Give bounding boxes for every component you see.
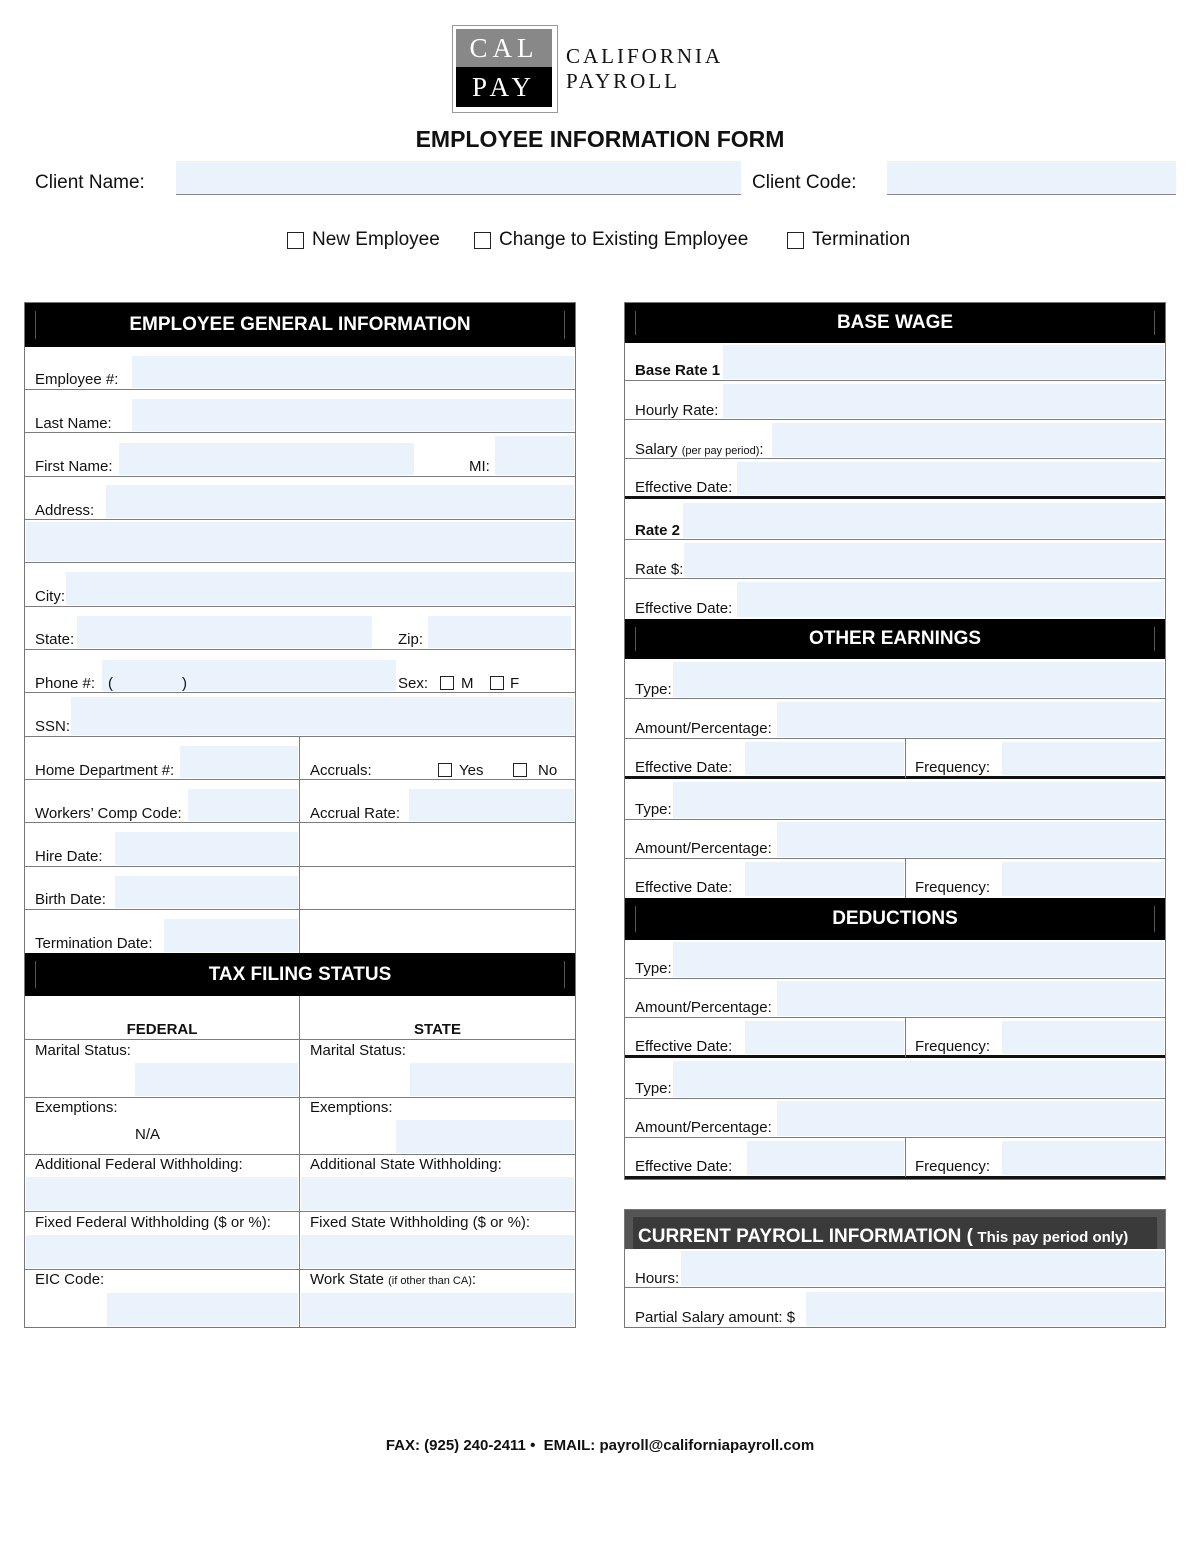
logo-bottom-text: PAY (456, 67, 552, 107)
federal-exemptions-label: Exemptions: (35, 1099, 118, 1116)
deduction-1-type-input[interactable] (673, 942, 1164, 977)
federal-exemptions-value: N/A (135, 1126, 161, 1143)
zip-label: Zip: (398, 631, 424, 648)
hours-input[interactable] (681, 1251, 1164, 1286)
deduction-2-effective-date-input[interactable] (747, 1141, 904, 1175)
state-input[interactable] (77, 616, 372, 648)
birth-date-input[interactable] (115, 876, 298, 908)
earning-2-type-label: Type: (635, 801, 672, 818)
client-name-input[interactable] (176, 161, 741, 195)
deduction-2-amount-input[interactable] (777, 1101, 1164, 1136)
sex-f-checkbox[interactable] (490, 676, 504, 690)
hire-date-label: Hire Date: (35, 848, 103, 865)
current-payroll-header: CURRENT PAYROLL INFORMATION ( This pay period only) (625, 1210, 1165, 1249)
client-name-label: Client Name: (35, 172, 145, 193)
base-rate-1-label: Base Rate 1 (635, 362, 721, 379)
deduction-1-frequency-input[interactable] (1002, 1021, 1164, 1054)
deduction-2-effective-date-label: Effective Date: (635, 1158, 733, 1175)
partial-salary-label: Partial Salary amount: $ (635, 1309, 796, 1326)
accruals-label: Accruals: (310, 762, 372, 779)
sex-m-label: M (461, 675, 474, 692)
earning-2-frequency-input[interactable] (1002, 862, 1164, 896)
termination-label: Termination (812, 229, 911, 250)
state-exemptions-input[interactable] (396, 1120, 574, 1153)
deduction-2-type-label: Type: (635, 1080, 672, 1097)
footer-contact: FAX: (925) 240-2411 • EMAIL: payroll@californiapayroll.com (385, 1437, 815, 1454)
state-heading: STATE (414, 1021, 461, 1038)
first-name-label: First Name: (35, 458, 113, 475)
deduction-1-effective-date-label: Effective Date: (635, 1038, 733, 1055)
employee-number-label: Employee #: (35, 371, 119, 388)
accruals-no-label: No (538, 762, 558, 779)
federal-marital-input[interactable] (135, 1063, 298, 1096)
last-name-input[interactable] (132, 399, 574, 431)
sex-m-checkbox[interactable] (440, 676, 454, 690)
hours-label: Hours: (635, 1270, 680, 1287)
logo-top-text: CAL (456, 29, 552, 67)
tax-filing-header: TAX FILING STATUS (25, 953, 575, 996)
workers-comp-input[interactable] (188, 789, 298, 821)
deduction-1-amount-label: Amount/Percentage: (635, 999, 772, 1016)
earning-1-frequency-label: Frequency: (915, 759, 991, 776)
employee-number-input[interactable] (132, 356, 574, 388)
deduction-1-frequency-label: Frequency: (915, 1038, 991, 1055)
salary-input[interactable] (772, 423, 1164, 457)
additional-state-input[interactable] (301, 1177, 574, 1210)
deduction-1-type-label: Type: (635, 960, 672, 977)
base-wage-header: BASE WAGE (625, 303, 1165, 343)
new-employee-label: New Employee (312, 229, 440, 250)
earning-2-effective-date-label: Effective Date: (635, 879, 733, 896)
accruals-yes-checkbox[interactable] (438, 763, 452, 777)
rate-2-effective-date-label: Effective Date: (635, 600, 733, 617)
additional-federal-label: Additional Federal Withholding: (35, 1156, 243, 1173)
additional-federal-input[interactable] (26, 1177, 298, 1210)
rate-2-input[interactable] (683, 503, 1164, 538)
earning-1-frequency-input[interactable] (1002, 742, 1164, 775)
federal-marital-label: Marital Status: (35, 1042, 131, 1059)
address-label: Address: (35, 502, 95, 519)
deduction-2-type-input[interactable] (673, 1061, 1164, 1097)
base-effective-date-input[interactable] (737, 462, 1164, 495)
rate-dollar-label: Rate $: (635, 561, 684, 578)
termination-date-input[interactable] (164, 919, 298, 952)
last-name-label: Last Name: (35, 415, 112, 432)
work-state-input[interactable] (301, 1293, 574, 1326)
earning-1-type-input[interactable] (673, 662, 1164, 697)
state-marital-label: Marital Status: (310, 1042, 406, 1059)
ssn-input[interactable] (71, 697, 574, 735)
logo-company-line1: CALIFORNIA (566, 44, 724, 68)
state-marital-input[interactable] (410, 1063, 574, 1096)
phone-input[interactable] (102, 660, 396, 691)
phone-close-paren: ) (182, 675, 187, 692)
earning-1-amount-label: Amount/Percentage: (635, 720, 772, 737)
city-label: City: (35, 588, 65, 605)
accrual-rate-label: Accrual Rate: (310, 805, 401, 822)
accruals-no-checkbox[interactable] (513, 763, 527, 777)
rate-dollar-input[interactable] (684, 543, 1164, 577)
address-line2-input[interactable] (26, 522, 574, 561)
partial-salary-input[interactable] (806, 1292, 1164, 1326)
additional-state-label: Additional State Withholding: (310, 1156, 502, 1173)
fixed-federal-label: Fixed Federal Withholding ($ or %): (35, 1214, 271, 1231)
deduction-2-frequency-input[interactable] (1002, 1141, 1164, 1175)
accrual-rate-input[interactable] (409, 789, 574, 821)
zip-input[interactable] (428, 616, 571, 648)
phone-open-paren: ( (108, 675, 113, 692)
hourly-rate-input[interactable] (723, 384, 1164, 418)
state-label: State: (35, 631, 75, 648)
mi-label: MI: (469, 458, 490, 475)
first-name-input[interactable] (119, 443, 414, 475)
client-code-label: Client Code: (752, 172, 857, 193)
fixed-state-input[interactable] (301, 1235, 574, 1268)
other-earnings-header: OTHER EARNINGS (625, 619, 1165, 659)
earning-2-amount-input[interactable] (777, 822, 1164, 857)
rate-2-effective-date-input[interactable] (737, 582, 1164, 617)
work-state-label: Work State (if other than CA): (310, 1271, 477, 1288)
deductions-header: DEDUCTIONS (625, 898, 1165, 940)
general-info-header: EMPLOYEE GENERAL INFORMATION (25, 303, 575, 347)
sex-label: Sex: (398, 675, 429, 692)
earning-2-amount-label: Amount/Percentage: (635, 840, 772, 857)
fixed-state-label: Fixed State Withholding ($ or %): (310, 1214, 531, 1231)
logo-company-line2: PAYROLL (566, 69, 680, 93)
hourly-rate-label: Hourly Rate: (635, 402, 719, 419)
state-exemptions-label: Exemptions: (310, 1099, 393, 1116)
termination-checkbox[interactable] (787, 232, 804, 249)
rate-2-label: Rate 2 (635, 522, 681, 539)
workers-comp-label: Workers’ Comp Code: (35, 805, 182, 822)
company-logo (452, 25, 558, 113)
city-input[interactable] (66, 572, 574, 605)
earning-1-type-label: Type: (635, 681, 672, 698)
new-employee-checkbox[interactable] (287, 232, 304, 249)
deduction-2-amount-label: Amount/Percentage: (635, 1119, 772, 1136)
birth-date-label: Birth Date: (35, 891, 106, 908)
fixed-federal-input[interactable] (26, 1235, 298, 1268)
phone-label: Phone #: (35, 675, 96, 692)
deduction-2-frequency-label: Frequency: (915, 1158, 991, 1175)
mi-input[interactable] (495, 436, 574, 475)
form-title: EMPLOYEE INFORMATION FORM (415, 126, 785, 152)
earning-1-effective-date-label: Effective Date: (635, 759, 733, 776)
eic-code-input[interactable] (107, 1293, 298, 1326)
eic-code-label: EIC Code: (35, 1271, 105, 1288)
earning-2-type-input[interactable] (673, 782, 1164, 818)
ssn-label: SSN: (35, 718, 71, 735)
earning-2-effective-date-input[interactable] (745, 862, 904, 896)
sex-f-label: F (510, 675, 520, 692)
base-rate-1-input[interactable] (723, 345, 1164, 379)
earning-2-frequency-label: Frequency: (915, 879, 991, 896)
deduction-1-effective-date-input[interactable] (745, 1021, 904, 1054)
earning-1-amount-input[interactable] (777, 702, 1164, 737)
earning-1-effective-date-input[interactable] (745, 742, 904, 775)
address-input[interactable] (106, 485, 574, 518)
base-effective-date-label: Effective Date: (635, 479, 733, 496)
federal-heading: FEDERAL (126, 1021, 198, 1038)
accruals-yes-label: Yes (459, 762, 484, 779)
home-department-input[interactable] (180, 746, 298, 778)
termination-date-label: Termination Date: (35, 935, 153, 952)
client-code-input[interactable] (887, 161, 1176, 195)
hire-date-input[interactable] (115, 832, 298, 865)
change-employee-label: Change to Existing Employee (499, 229, 749, 250)
home-department-label: Home Department #: (35, 762, 175, 779)
salary-label: Salary (per pay period): (635, 441, 764, 458)
change-employee-checkbox[interactable] (474, 232, 491, 249)
deduction-1-amount-input[interactable] (777, 981, 1164, 1016)
